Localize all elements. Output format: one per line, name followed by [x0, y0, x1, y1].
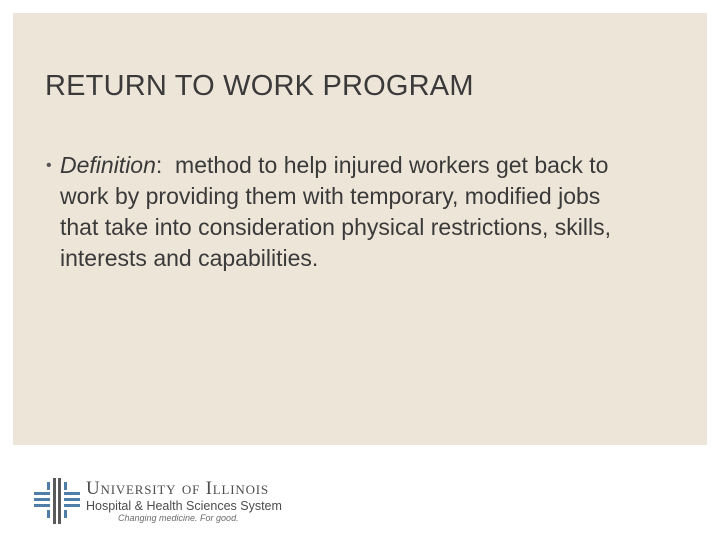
- definition-term: Definition: [60, 152, 156, 178]
- bullet-item-definition: [46, 150, 636, 274]
- logo-tagline: Changing medicine. For good.: [118, 513, 239, 523]
- slide-body: [46, 150, 636, 274]
- logo-university-name: University of Illinois: [86, 478, 269, 499]
- medical-cross-logo-icon: [34, 478, 80, 524]
- university-logo: [34, 478, 334, 526]
- bullet-marker: •: [46, 157, 52, 174]
- definition-text: method to help injured workers get back to work by providing them with temporary, modified jobs that take into consideration physical restrictions, skills, interests and capabilities.: [60, 152, 618, 271]
- definition-separator: :: [155, 152, 163, 178]
- slide-title: RETURN TO WORK PROGRAM: [45, 70, 474, 102]
- logo-subtitle: Hospital & Health Sciences System: [86, 499, 282, 513]
